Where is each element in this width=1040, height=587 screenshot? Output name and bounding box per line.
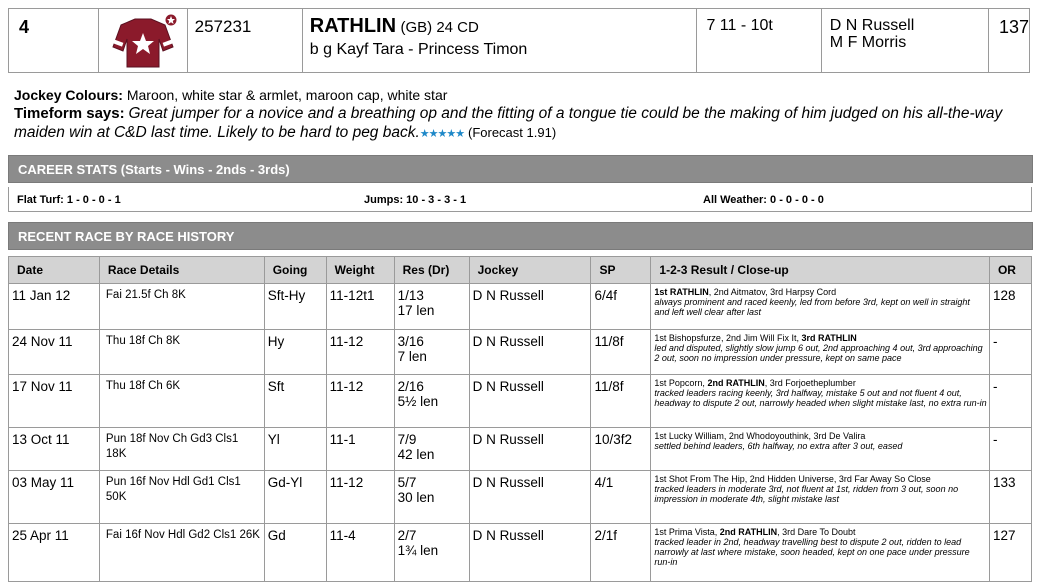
saddle-cloth-number: 4 (9, 9, 99, 73)
placing-text: 1st Popcorn, (654, 378, 708, 388)
connections (821, 9, 988, 73)
col-weight[interactable]: Weight (326, 257, 394, 284)
beaten-distance: 7 len (397, 349, 427, 364)
placing-highlight: 1st RATHLIN (654, 287, 709, 297)
starting-price: 2/1f (591, 524, 651, 582)
finish-position: 7/9 (397, 432, 417, 447)
all-weather-stats: All Weather: 0 - 0 - 0 - 0 (703, 194, 824, 206)
race-details: Pun 18f Nov Ch Gd3 Cls1 18K (99, 428, 264, 471)
race-date: 25 Apr 11 (9, 524, 100, 582)
jockey: D N Russell (469, 471, 591, 524)
table-row[interactable] (9, 471, 1032, 524)
finish-position: 3/16 (397, 334, 424, 349)
race-details: Pun 16f Nov Hdl Gd1 Cls1 50K (99, 471, 264, 524)
horse-name[interactable]: RATHLIN (309, 15, 397, 37)
official-rating: 133 (989, 471, 1031, 524)
race-date: 24 Nov 11 (9, 330, 100, 375)
placing-highlight: 2nd RATHLIN (707, 378, 765, 388)
weight: 11-12 (326, 330, 394, 375)
table-row[interactable] (9, 428, 1032, 471)
going: Sft (264, 375, 326, 428)
col-or[interactable]: OR (989, 257, 1031, 284)
finish-position: 2/7 (397, 528, 417, 543)
race-date: 13 Oct 11 (9, 428, 100, 471)
placing-text: 1st Shot From The Hip, 2nd Hidden Universe, 3rd Far Away So Close (654, 474, 931, 484)
race-details: Thu 18f Ch 8K (99, 330, 264, 375)
weight: 11-12t1 (326, 284, 394, 330)
table-row[interactable] (9, 375, 1032, 428)
weight: 11-4 (326, 524, 394, 582)
jockey-colours-label: Jockey Colours: (14, 87, 123, 103)
finish-result (394, 524, 469, 582)
jockey-silks-icon (107, 13, 179, 69)
jockey: D N Russell (469, 375, 591, 428)
official-rating: 127 (989, 524, 1031, 582)
race-details: Thu 18f Ch 6K (99, 375, 264, 428)
result-closeup (651, 471, 990, 524)
starting-price: 6/4f (591, 284, 651, 330)
history-header-row (9, 257, 1032, 284)
col-race-details[interactable]: Race Details (99, 257, 264, 284)
col-result[interactable]: Res (Dr) (394, 257, 469, 284)
going: Gd (264, 524, 326, 582)
result-closeup (651, 284, 990, 330)
rating-stars-icon: ★★★★★ (419, 128, 465, 140)
timeform-label: Timeform says: (14, 105, 125, 122)
placing-highlight: 3rd RATHLIN (801, 333, 857, 343)
jumps-stats: Jumps: 10 - 3 - 3 - 1 (364, 194, 467, 206)
pedigree: b g Kayf Tara - Princess Timon (309, 41, 528, 58)
table-row[interactable] (9, 330, 1032, 375)
history-body (9, 284, 1032, 582)
finish-result (394, 428, 469, 471)
official-rating: - (989, 428, 1031, 471)
race-date: 11 Jan 12 (9, 284, 100, 330)
placing-text: 1st Lucky William, 2nd Whodoyouthink, 3rd De Valira (654, 431, 866, 441)
closeup-comment: always prominent and raced keenly, led from before 3rd, kept on well in straight and left well clear after last (654, 297, 970, 317)
race-history-heading: RECENT RACE BY RACE HISTORY (8, 222, 1033, 250)
official-rating: 128 (989, 284, 1031, 330)
timeform-comment: Great jumper for a novice and a breathing op and the fitting of a tongue tie could be the making of him judged on his all-the-way maiden win at C&D last time. Likely to be hard to peg back. (14, 105, 1003, 141)
col-jockey[interactable]: Jockey (469, 257, 591, 284)
col-date[interactable]: Date (9, 257, 100, 284)
going: Hy (264, 330, 326, 375)
timeform-line (14, 104, 1024, 143)
beaten-distance: 5½ len (397, 394, 439, 409)
placing-text: , 3rd Forjoetheplumber (764, 378, 856, 388)
form-id: 257231 (187, 9, 302, 73)
beaten-distance: 1¾ len (397, 543, 439, 558)
weight: 11-1 (326, 428, 394, 471)
silks-cell (98, 9, 187, 73)
placing-highlight: 2nd RATHLIN (719, 527, 778, 537)
jockey-colours: Maroon, white star & armlet, maroon cap, white star (126, 87, 448, 103)
runner-header (8, 8, 1030, 73)
weight: 11-12 (326, 375, 394, 428)
result-closeup (651, 330, 990, 375)
race-details: Fai 16f Nov Hdl Gd2 Cls1 26K (99, 524, 264, 582)
closeup-comment: tracked leaders racing keenly, 3rd halfway, mistake 5 out and not fluent 4 out, headway to dispute 2 out, narrowly headed when slight mistake last, no extra run-in (654, 388, 987, 408)
career-stats-row (8, 187, 1032, 212)
starting-price: 11/8f (591, 330, 651, 375)
closeup-comment: tracked leaders in moderate 3rd, not fluent at 1st, ridden from 3 out, soon no impression in moderate 4th, slight mistake last (654, 484, 959, 504)
race-details: Fai 21.5f Ch 8K (99, 284, 264, 330)
placings (654, 287, 987, 297)
jockey: D N Russell (469, 284, 591, 330)
finish-result (394, 284, 469, 330)
starting-price: 11/8f (591, 375, 651, 428)
official-rating: - (989, 330, 1031, 375)
starting-price: 4/1 (591, 471, 651, 524)
placings (654, 474, 987, 484)
table-row[interactable] (9, 284, 1032, 330)
horse-suffix: (GB) 24 CD (400, 19, 479, 36)
result-closeup (651, 428, 990, 471)
flat-turf-stats: Flat Turf: 1 - 0 - 0 - 1 (17, 194, 121, 206)
col-closeup[interactable]: 1-2-3 Result / Close-up (651, 257, 990, 284)
closeup-comment: tracked leader in 2nd, headway travelling best to dispute 2 out, ridden to lead narrowly at last where mistake, soon headed, kept on one pace under pressure run-in (654, 537, 970, 567)
placing-text: , 3rd Dare To Doubt (777, 527, 856, 537)
finish-position: 5/7 (397, 475, 417, 490)
jockey-colours-line (14, 86, 1024, 104)
career-stats-heading: CAREER STATS (Starts - Wins - 2nds - 3rds) (8, 155, 1033, 183)
placings (654, 431, 987, 441)
placings (654, 333, 987, 343)
finish-position: 2/16 (397, 379, 424, 394)
jockey: D N Russell (469, 524, 591, 582)
finish-result (394, 471, 469, 524)
result-closeup (651, 375, 990, 428)
closeup-comment: led and disputed, slightly slow jump 6 out, 2nd approaching 4 out, 3rd approaching 2 out, soon no impression under pressure, kept on same pace (654, 343, 983, 363)
owner: M F Morris (829, 34, 907, 51)
rating: 137 (998, 17, 1029, 37)
race-history-table (8, 256, 1032, 582)
age-weight: 7 11 - 10t (697, 9, 821, 73)
beaten-distance: 30 len (397, 490, 435, 505)
placing-text: 1st Bishopsfurze, 2nd Jim Will Fix It, (654, 333, 802, 343)
table-row[interactable] (9, 524, 1032, 582)
finish-position: 1/13 (397, 288, 424, 303)
starting-price: 10/3f2 (591, 428, 651, 471)
official-rating: - (989, 375, 1031, 428)
result-closeup (651, 524, 990, 582)
closeup-comment: settled behind leaders, 6th halfway, no extra after 3 out, eased (654, 441, 903, 451)
placings (654, 527, 987, 537)
placings (654, 378, 987, 388)
placing-text: 1st Prima Vista, (654, 527, 720, 537)
col-sp[interactable]: SP (591, 257, 651, 284)
finish-result (394, 330, 469, 375)
jockey: D N Russell (469, 330, 591, 375)
going: Yl (264, 428, 326, 471)
horse-cell (302, 9, 697, 73)
col-going[interactable]: Going (264, 257, 326, 284)
weight: 11-12 (326, 471, 394, 524)
going: Gd-Yl (264, 471, 326, 524)
forecast: (Forecast 1.91) (468, 125, 557, 140)
race-date: 03 May 11 (9, 471, 100, 524)
going: Sft-Hy (264, 284, 326, 330)
jockey: D N Russell (469, 428, 591, 471)
finish-result (394, 375, 469, 428)
trainer: D N Russell (829, 17, 915, 34)
beaten-distance: 17 len (397, 303, 435, 318)
beaten-distance: 42 len (397, 447, 435, 462)
placing-text: , 2nd Aitmatov, 3rd Harpsy Cord (708, 287, 837, 297)
race-date: 17 Nov 11 (9, 375, 100, 428)
